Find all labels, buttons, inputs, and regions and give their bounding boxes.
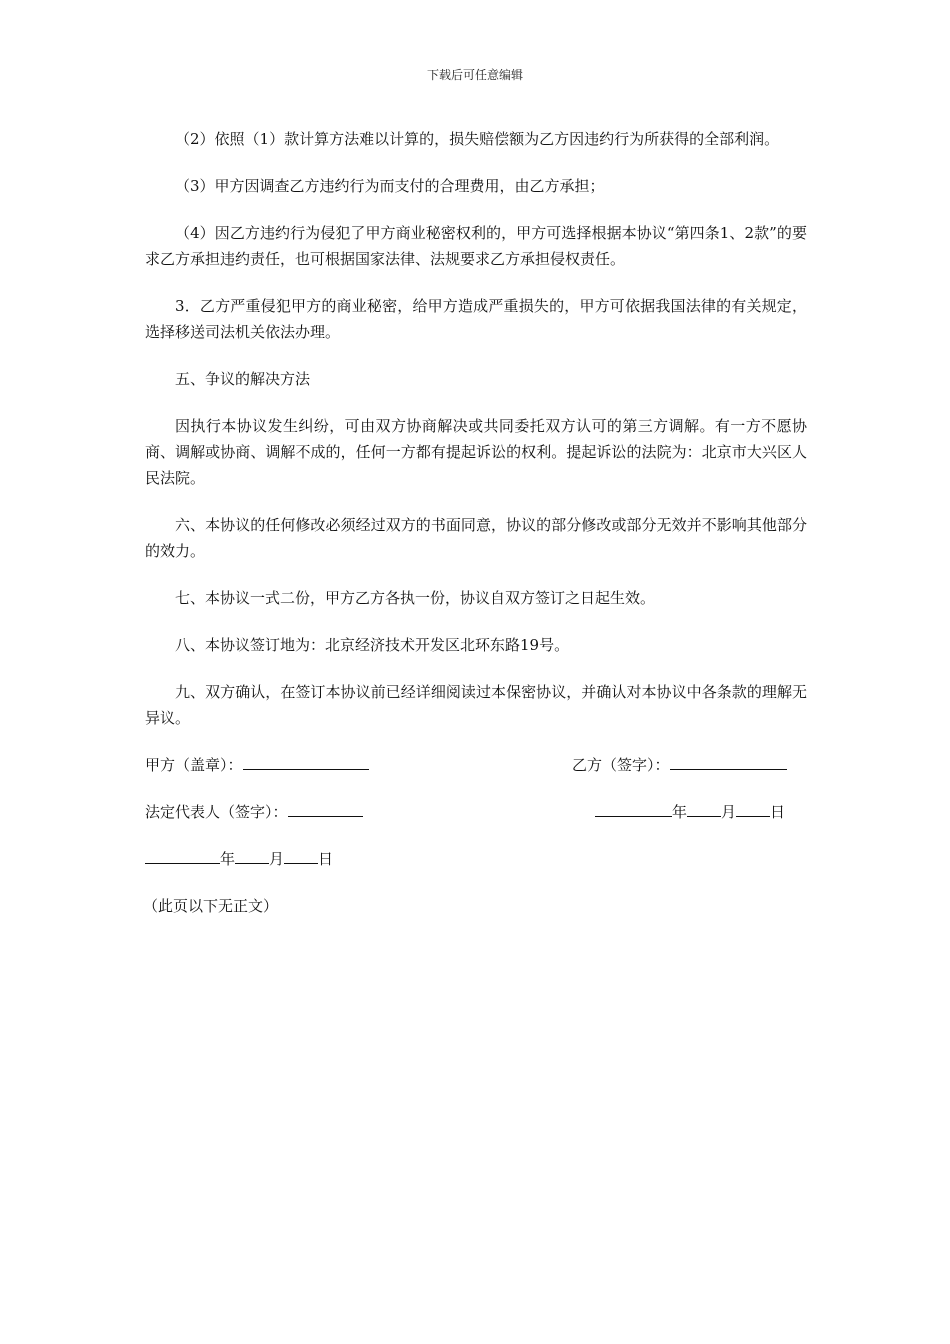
end-of-text-note: （此页以下无正文） xyxy=(143,897,279,915)
clause-paragraph: 八、本协议签订地为：北京经济技术开发区北环东路19号。 xyxy=(175,636,570,654)
day-label: 日 xyxy=(318,850,334,868)
day-label: 日 xyxy=(770,803,786,821)
legal-rep-label: 法定代表人（签字）： xyxy=(145,803,288,821)
day-blank xyxy=(284,846,318,864)
clause-paragraph: 因执行本协议发生纠纷，可由双方协商解决或共同委托双方认可的第三方调解。有一方不愿协商、调解或协商、调解不成的，任何一方都有提起诉讼的权利。提起诉讼的法院为：北京市大兴区人民法院。 xyxy=(145,417,807,487)
signature-row-party-a-date xyxy=(145,846,807,872)
document-body xyxy=(145,126,807,919)
party-b-date xyxy=(595,799,785,825)
party-a-label: 甲方（盖章）： xyxy=(145,756,243,774)
party-a-sign-line xyxy=(243,752,369,770)
legal-rep-signature xyxy=(145,799,363,825)
legal-rep-sign-line xyxy=(288,799,363,817)
party-b-sign-line xyxy=(670,752,787,770)
year-label: 年 xyxy=(672,803,688,821)
year-blank xyxy=(595,799,672,817)
party-a-date xyxy=(145,846,333,872)
month-blank xyxy=(687,799,721,817)
signature-row-parties xyxy=(145,752,807,778)
month-blank xyxy=(235,846,269,864)
signature-row-legal-rep xyxy=(145,799,807,825)
section-heading: 五、争议的解决方法 xyxy=(175,370,311,388)
clause-paragraph: （2）依照（1）款计算方法难以计算的，损失赔偿额为乙方因违约行为所获得的全部利润。 xyxy=(175,130,780,148)
month-label: 月 xyxy=(721,803,737,821)
clause-paragraph: 七、本协议一式二份，甲方乙方各执一份，协议自双方签订之日起生效。 xyxy=(175,589,656,607)
party-b-label: 乙方（签字）： xyxy=(572,756,670,774)
page-header: 下载后可任意编辑 xyxy=(426,68,523,82)
day-blank xyxy=(736,799,770,817)
year-label: 年 xyxy=(220,850,236,868)
clause-paragraph: 3．乙方严重侵犯甲方的商业秘密，给甲方造成严重损失的，甲方可依据我国法律的有关规定，选择移送司法机关依法办理。 xyxy=(145,297,807,341)
clause-paragraph: （3）甲方因调查乙方违约行为而支付的合理费用，由乙方承担； xyxy=(175,177,605,195)
party-b-signature xyxy=(572,752,787,778)
clause-paragraph: （4）因乙方违约行为侵犯了甲方商业秘密权利的，甲方可选择根据本协议“第四条1、2款”的要求乙方承担违约责任，也可根据国家法律、法规要求乙方承担侵权责任。 xyxy=(145,224,807,268)
clause-paragraph: 六、本协议的任何修改必须经过双方的书面同意，协议的部分修改或部分无效并不影响其他部分的效力。 xyxy=(145,516,807,560)
month-label: 月 xyxy=(269,850,285,868)
party-a-signature xyxy=(145,752,369,778)
year-blank xyxy=(145,846,220,864)
clause-paragraph: 九、双方确认，在签订本协议前已经详细阅读过本保密协议，并确认对本协议中各条款的理解无异议。 xyxy=(145,683,807,727)
